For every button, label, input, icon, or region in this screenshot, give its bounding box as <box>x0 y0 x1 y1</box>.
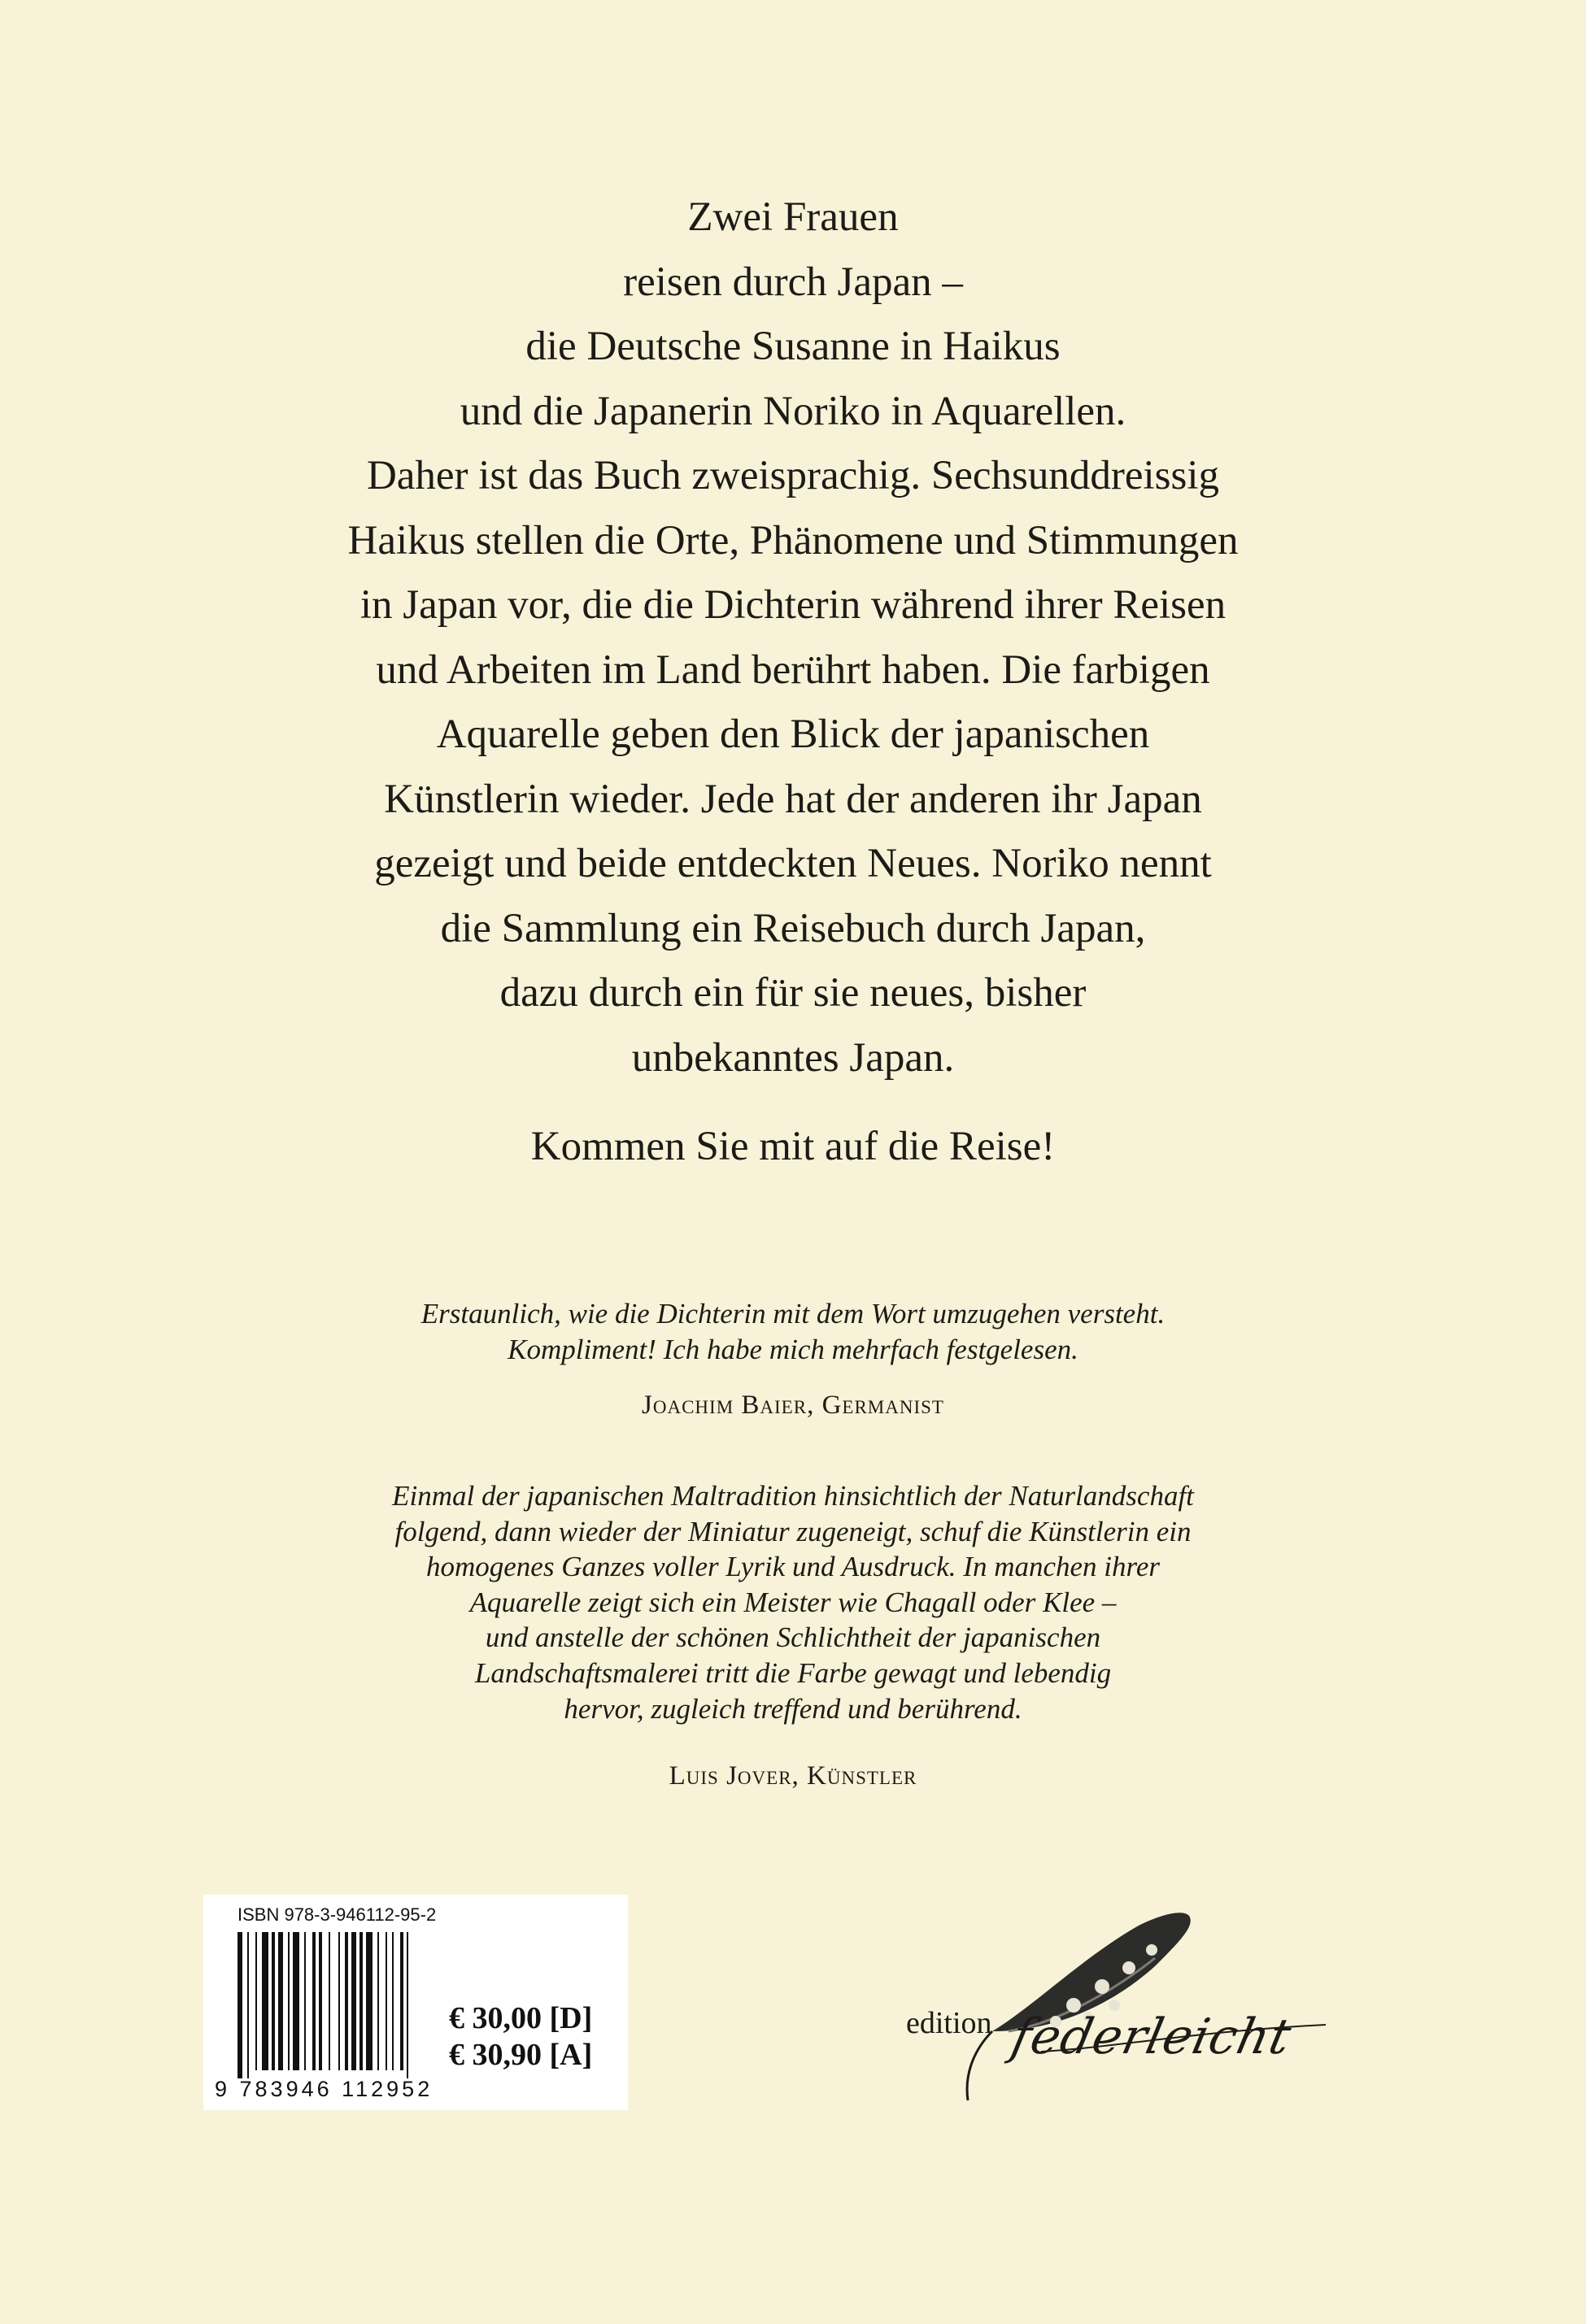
closing-line: Kommen Sie mit auf die Reise! <box>530 1124 1056 1169</box>
publisher-logo <box>870 1909 1326 2121</box>
blurb-line: reisen durch Japan – <box>623 259 963 305</box>
blurb-line: die Sammlung ein Reisebuch durch Japan, <box>440 905 1146 951</box>
quote-line: homogenes Ganzes voller Lyrik und Ausdruck. In manchen ihrer <box>425 1551 1160 1583</box>
quote-line: Erstaunlich, wie die Dichterin mit dem Wort umzugehen versteht. <box>420 1298 1166 1330</box>
barcode-label <box>203 1895 628 2110</box>
logo-word: edition <box>906 2006 992 2040</box>
quote-line: Einmal der japanischen Maltradition hinsichtlich der Naturlandschaft <box>392 1480 1194 1512</box>
barcode-digits: 9 783946 112952 <box>215 2077 434 2101</box>
blurb-line: Aquarelle geben den Blick der japanischen <box>436 712 1150 757</box>
blurb-line: dazu durch ein für sie neues, bisher <box>499 970 1087 1016</box>
logo-script: federleicht <box>1006 2008 1297 2065</box>
review-quote <box>0 1296 1586 1367</box>
quote-attribution: Luis Jover, Künstler <box>669 1761 917 1791</box>
blurb-line: gezeigt und beide entdeckten Neues. Noriko nennt <box>374 841 1212 886</box>
blurb-line: Daher ist das Buch zweisprachig. Sechsunddreissig <box>366 453 1220 498</box>
blurb-line: die Deutsche Susanne in Haikus <box>525 324 1061 369</box>
blurb-line: Zwei Frauen <box>687 194 899 240</box>
isbn-text: ISBN 978-3-946112-95-2 <box>237 1904 437 1925</box>
blurb-line: und Arbeiten im Land berührt haben. Die farbigen <box>376 646 1210 693</box>
barcode-icon <box>237 1932 433 2078</box>
review-quote <box>0 1478 1586 1726</box>
blurb-line: und die Japanerin Noriko in Aquarellen. <box>460 388 1126 434</box>
blurb-line: unbekanntes Japan. <box>631 1034 955 1081</box>
quote-line: folgend, dann wieder der Miniatur zugeneigt, schuf die Künstlerin ein <box>394 1515 1192 1547</box>
price-at: € 30,90 [A] <box>449 2038 593 2072</box>
quote-line: Kompliment! Ich habe mich mehrfach festgelesen. <box>508 1333 1078 1365</box>
blurb-line: Haikus stellen die Orte, Phänomene und Stimmungen <box>347 517 1239 564</box>
price-de: € 30,00 [D] <box>449 2001 593 2035</box>
blurb-line: in Japan vor, die die Dichterin während ihrer Reisen <box>359 582 1227 628</box>
quote-line: Aquarelle zeigt sich ein Meister wie Chagall oder Klee – <box>469 1586 1117 1618</box>
quote-line: Landschaftsmalerei tritt die Farbe gewagt und lebendig <box>474 1656 1112 1689</box>
quote-line: hervor, zugleich treffend und berührend. <box>564 1692 1022 1725</box>
blurb-line: Künstlerin wieder. Jede hat der anderen ihr Japan <box>384 776 1202 822</box>
blurb <box>0 185 1586 1090</box>
quote-attribution: Joachim Baier, Germanist <box>642 1390 944 1420</box>
quote-line: und anstelle der schönen Schlichtheit der japanischen <box>485 1621 1101 1654</box>
